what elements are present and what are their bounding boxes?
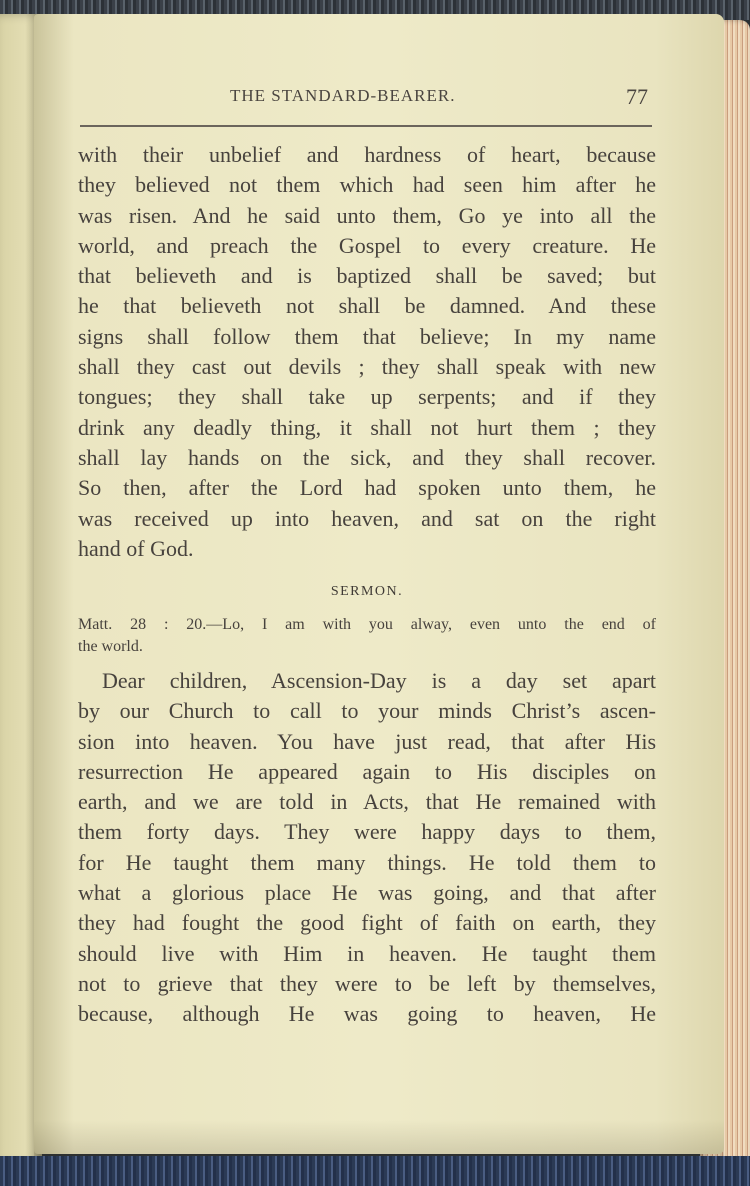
citation-line: the world. — [78, 638, 143, 655]
sermon-paragraph — [78, 666, 656, 1030]
text-line: shall lay hands on the sick, and they shall recover. — [78, 444, 656, 470]
text-line: by our Church to call to your minds Christ’s ascen- — [78, 698, 656, 724]
text-line: they believed not them which had seen him after he — [78, 172, 656, 198]
sermon-text-citation — [78, 614, 656, 658]
text-line: he that believeth not shall be damned. And these — [78, 293, 656, 319]
text-line: them forty days. They were happy days to them, — [78, 819, 656, 845]
scripture-paragraph — [78, 140, 656, 564]
text-line: that believeth and is baptized shall be saved; but — [78, 263, 656, 289]
text-line: not to grieve that they were to be left by themselves, — [78, 970, 656, 996]
header-rule — [80, 125, 652, 127]
text-line: was received up into heaven, and sat on the right — [78, 505, 656, 531]
text-line: So then, after the Lord had spoken unto them, he — [78, 475, 656, 501]
text-line: for He taught them many things. He told them to — [78, 849, 656, 875]
text-line: should live with Him in heaven. He taught them — [78, 940, 656, 966]
text-line: with their unbelief and hardness of heart, because — [78, 142, 656, 167]
running-title: THE STANDARD-BEARER. — [230, 86, 456, 105]
text-line: tongues; they shall take up serpents; and if they — [78, 384, 656, 410]
text-line: resurrection He appeared again to His disciples on — [78, 758, 656, 784]
text-line: they had fought the good fight of faith on earth, they — [78, 910, 656, 936]
text-line: shall they cast out devils ; they shall speak with new — [78, 354, 656, 380]
page-header — [80, 86, 652, 114]
text-line: signs shall follow them that believe; In my name — [78, 323, 656, 349]
book-cover-bottom-edge — [0, 1156, 750, 1186]
text-line: sion into heaven. You have just read, that after His — [78, 728, 656, 754]
text-line: world, and preach the Gospel to every creature. He — [78, 232, 656, 258]
text-line: hand of God. — [78, 535, 194, 561]
text-line: earth, and we are told in Acts, that He remained with — [78, 789, 656, 815]
page-shadow — [34, 1120, 724, 1160]
text-line: Dear children, Ascension-Day is a day set apart — [102, 668, 656, 693]
text-line: drink any deadly thing, it shall not hurt them ; they — [78, 414, 656, 440]
page-number: 77 — [626, 84, 648, 109]
text-line: because, although He was going to heaven, He — [78, 1001, 656, 1027]
text-line: what a glorious place He was going, and that after — [78, 880, 656, 906]
text-line: was risen. And he said unto them, Go ye into all the — [78, 202, 656, 228]
citation-line: Matt. 28 : 20.—Lo, I am with you alway, even unto the end of — [78, 616, 656, 633]
sermon-heading: SERMON. — [330, 584, 404, 599]
